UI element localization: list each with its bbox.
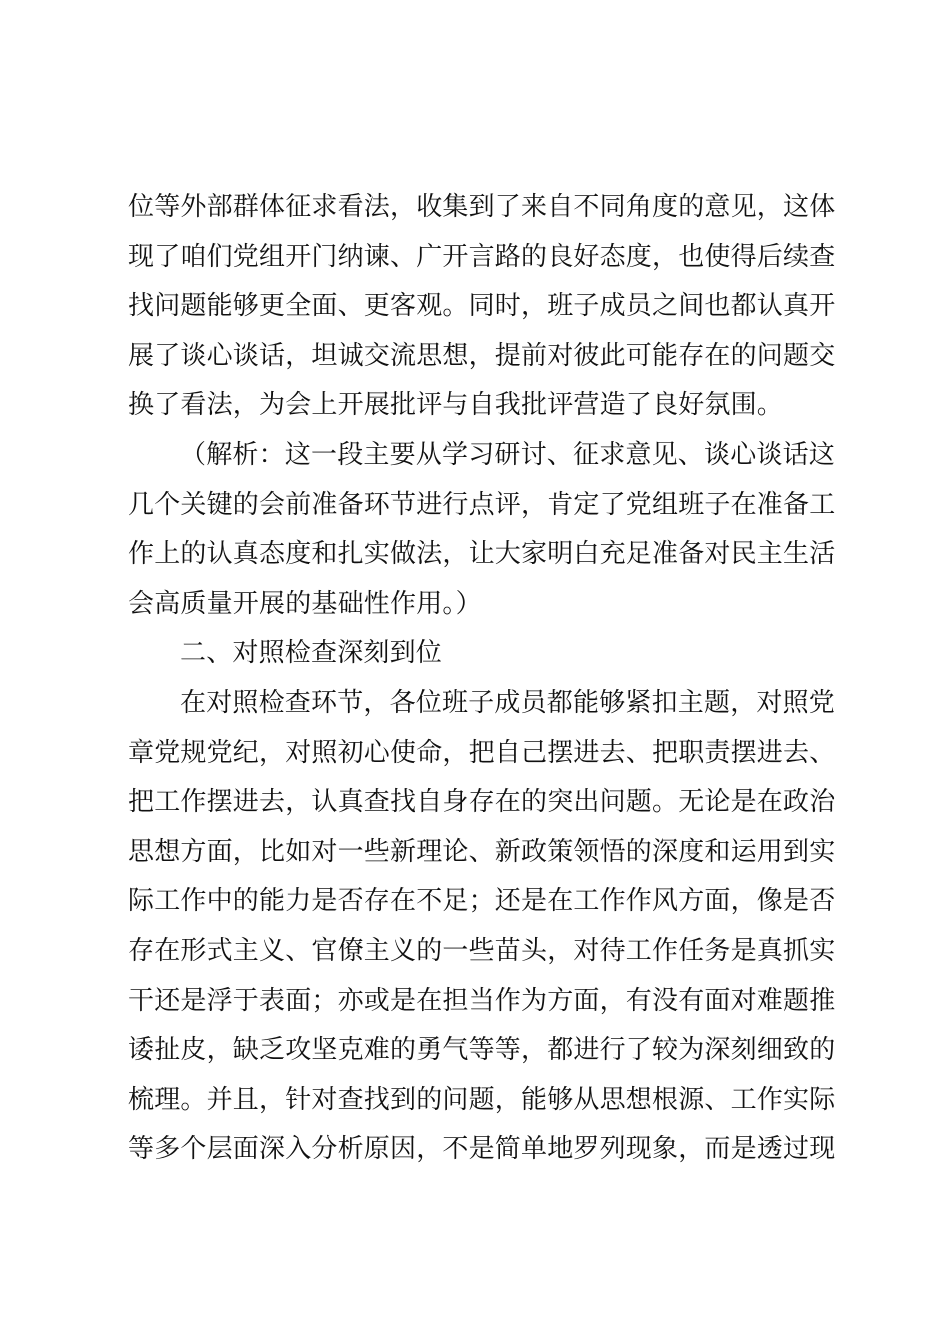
paragraph-line: 展了谈心谈话，坦诚交流思想，提前对彼此可能存在的问题交 [128,340,836,371]
paragraph-1 [128,183,836,431]
document-body [128,183,836,1175]
paragraph-line: 在对照检查环节，各位班子成员都能够紧扣主题，对照党 [180,687,836,718]
paragraph-line: 作上的认真态度和扎实做法，让大家明白充足准备对民主生活 [128,539,836,570]
paragraph-line: 存在形式主义、官僚主义的一些苗头，对待工作任务是真抓实 [128,935,836,966]
paragraph-line: 几个关键的会前准备环节进行点评，肯定了党组班子在准备工 [128,489,836,520]
paragraph-line: 干还是浮于表面；亦或是在担当作为方面，有没有面对难题推 [128,985,836,1016]
paragraph-3 [128,679,836,1175]
paragraph-line: 际工作中的能力是否存在不足；还是在工作作风方面，像是否 [128,886,836,917]
paragraph-line: 现了咱们党组开门纳谏、广开言路的良好态度，也使得后续查 [128,241,836,272]
paragraph-line: 诿扯皮，缺乏攻坚克难的勇气等等，都进行了较为深刻细致的 [128,1035,836,1066]
paragraph-line: 梳理。并且，针对查找到的问题，能够从思想根源、工作实际 [128,1084,836,1115]
paragraph-line: 思想方面，比如对一些新理论、新政策领悟的深度和运用到实 [128,836,836,867]
paragraph-line: 换了看法，为会上开展批评与自我批评营造了良好氛围。 [128,390,784,421]
paragraph-line: 会高质量开展的基础性作用。） [128,588,482,619]
paragraph-line: 把工作摆进去，认真查找自身存在的突出问题。无论是在政治 [128,787,836,818]
section-heading [128,629,832,679]
paragraph-2-analysis [128,431,836,629]
paragraph-line: （解析：这一段主要从学习研讨、征求意见、谈心谈话这 [180,439,836,470]
heading-text: 二、对照检查深刻到位 [180,638,443,669]
paragraph-line: 位等外部群体征求看法，收集到了来自不同角度的意见，这体 [128,192,836,222]
paragraph-line: 等多个层面深入分析原因，不是简单地罗列现象，而是透过现 [128,1134,836,1165]
paragraph-line: 找问题能够更全面、更客观。同时，班子成员之间也都认真开 [128,291,836,322]
paragraph-line: 章党规党纪，对照初心使命，把自己摆进去、把职责摆进去、 [128,737,836,768]
